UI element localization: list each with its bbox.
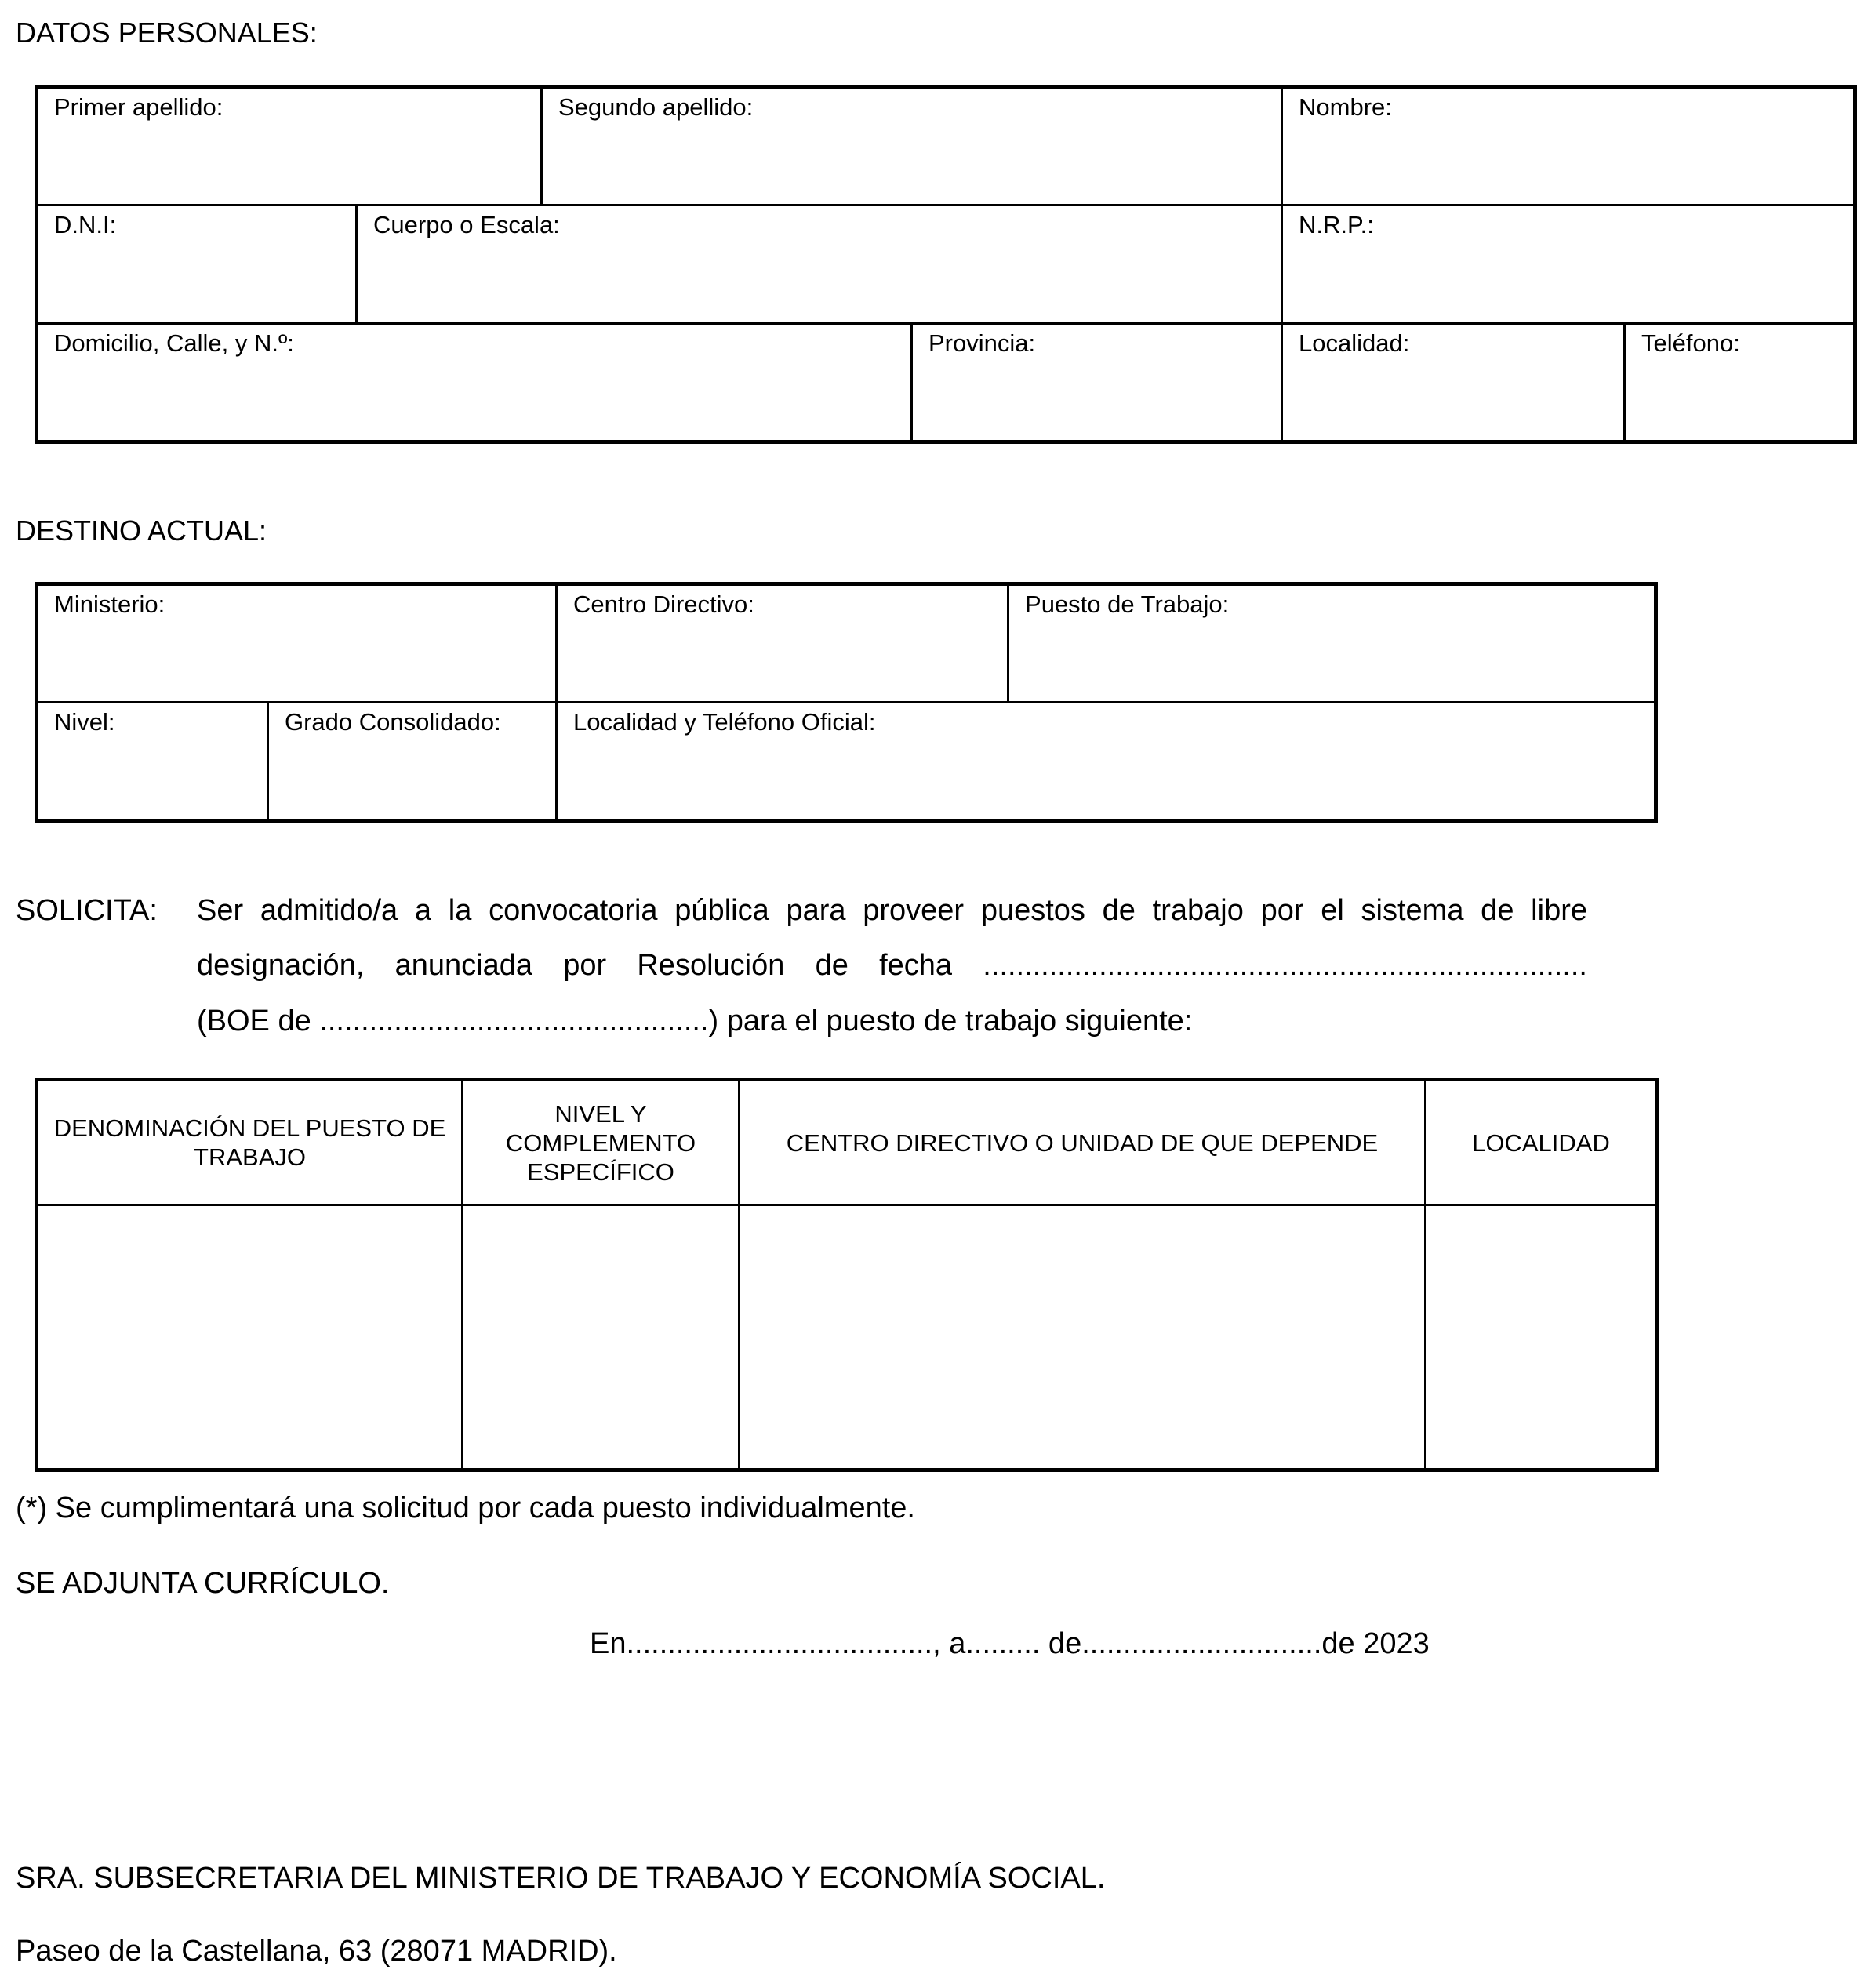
address-field[interactable] [37, 324, 912, 442]
name-label: Nombre: [1299, 93, 1392, 121]
consolidated-grade-label: Grado Consolidado: [285, 708, 501, 736]
personal-data-heading: DATOS PERSONALES: [16, 16, 318, 49]
header-directorate-unit: CENTRO DIRECTIVO O UNIDAD DE QUE DEPENDE [740, 1080, 1426, 1205]
second-surname-field[interactable] [542, 87, 1282, 205]
second-surname-label: Segundo apellido: [558, 93, 754, 121]
phone-label: Teléfono: [1641, 329, 1740, 357]
job-locality-cell[interactable] [1426, 1205, 1658, 1470]
province-label: Provincia: [928, 329, 1036, 357]
level-complement-cell[interactable] [463, 1205, 740, 1470]
request-line-2: designación, anunciada por Resolución de fecha ......................................................................... [197, 949, 1587, 982]
request-label: SOLICITA: [16, 894, 158, 927]
request-line-1: Ser admitido/a a la convocatoria pública para proveer puestos de trabajo por el sistema de libre [197, 894, 1587, 927]
header-post-name: DENOMINACIÓN DEL PUESTO DE TRABAJO [37, 1080, 463, 1205]
first-surname-field[interactable] [37, 87, 542, 205]
job-post-table [35, 1078, 1659, 1472]
post-name-cell[interactable] [37, 1205, 463, 1470]
request-line-3: (BOE de ...............................................) para el puesto de trabajo siguiente: [197, 1005, 1193, 1038]
date-line: En....................................., a......... de.............................de 2023 [590, 1627, 1430, 1660]
address-label: Domicilio, Calle, y N.º: [54, 329, 294, 357]
consolidated-grade-field[interactable] [268, 703, 557, 821]
body-scale-field[interactable] [357, 205, 1282, 324]
phone-field[interactable] [1625, 324, 1855, 442]
directorate-field[interactable] [557, 584, 1008, 703]
official-locality-phone-label: Localidad y Teléfono Oficial: [573, 708, 876, 736]
current-post-table [35, 582, 1658, 823]
body-scale-label: Cuerpo o Escala: [373, 211, 560, 238]
header-locality: LOCALIDAD [1426, 1080, 1658, 1205]
name-field[interactable] [1282, 87, 1855, 205]
header-level-complement: NIVEL Y COMPLEMENTO ESPECÍFICO [463, 1080, 740, 1205]
first-surname-label: Primer apellido: [54, 93, 223, 121]
attachment-note: SE ADJUNTA CURRÍCULO. [16, 1567, 390, 1600]
directorate-unit-cell[interactable] [740, 1205, 1426, 1470]
footnote: (*) Se cumplimentará una solicitud por cada puesto individualmente. [16, 1492, 915, 1525]
nrp-label: N.R.P.: [1299, 211, 1374, 238]
recipient-address: Paseo de la Castellana, 63 (28071 MADRID). [16, 1935, 617, 1968]
job-post-field[interactable] [1008, 584, 1656, 703]
job-post-label: Puesto de Trabajo: [1025, 591, 1230, 618]
level-field[interactable] [37, 703, 268, 821]
current-post-heading: DESTINO ACTUAL: [16, 514, 267, 547]
province-field[interactable] [912, 324, 1282, 442]
dni-label: D.N.I: [54, 211, 117, 238]
ministry-field[interactable] [37, 584, 557, 703]
locality-label: Localidad: [1299, 329, 1410, 357]
official-locality-phone-field[interactable] [557, 703, 1656, 821]
ministry-label: Ministerio: [54, 591, 165, 618]
level-label: Nivel: [54, 708, 115, 736]
recipient: SRA. SUBSECRETARIA DEL MINISTERIO DE TRABAJO Y ECONOMÍA SOCIAL. [16, 1862, 1106, 1895]
nrp-field[interactable] [1282, 205, 1855, 324]
directorate-label: Centro Directivo: [573, 591, 754, 618]
dni-field[interactable] [37, 205, 357, 324]
personal-data-table [35, 85, 1857, 444]
locality-field[interactable] [1282, 324, 1625, 442]
